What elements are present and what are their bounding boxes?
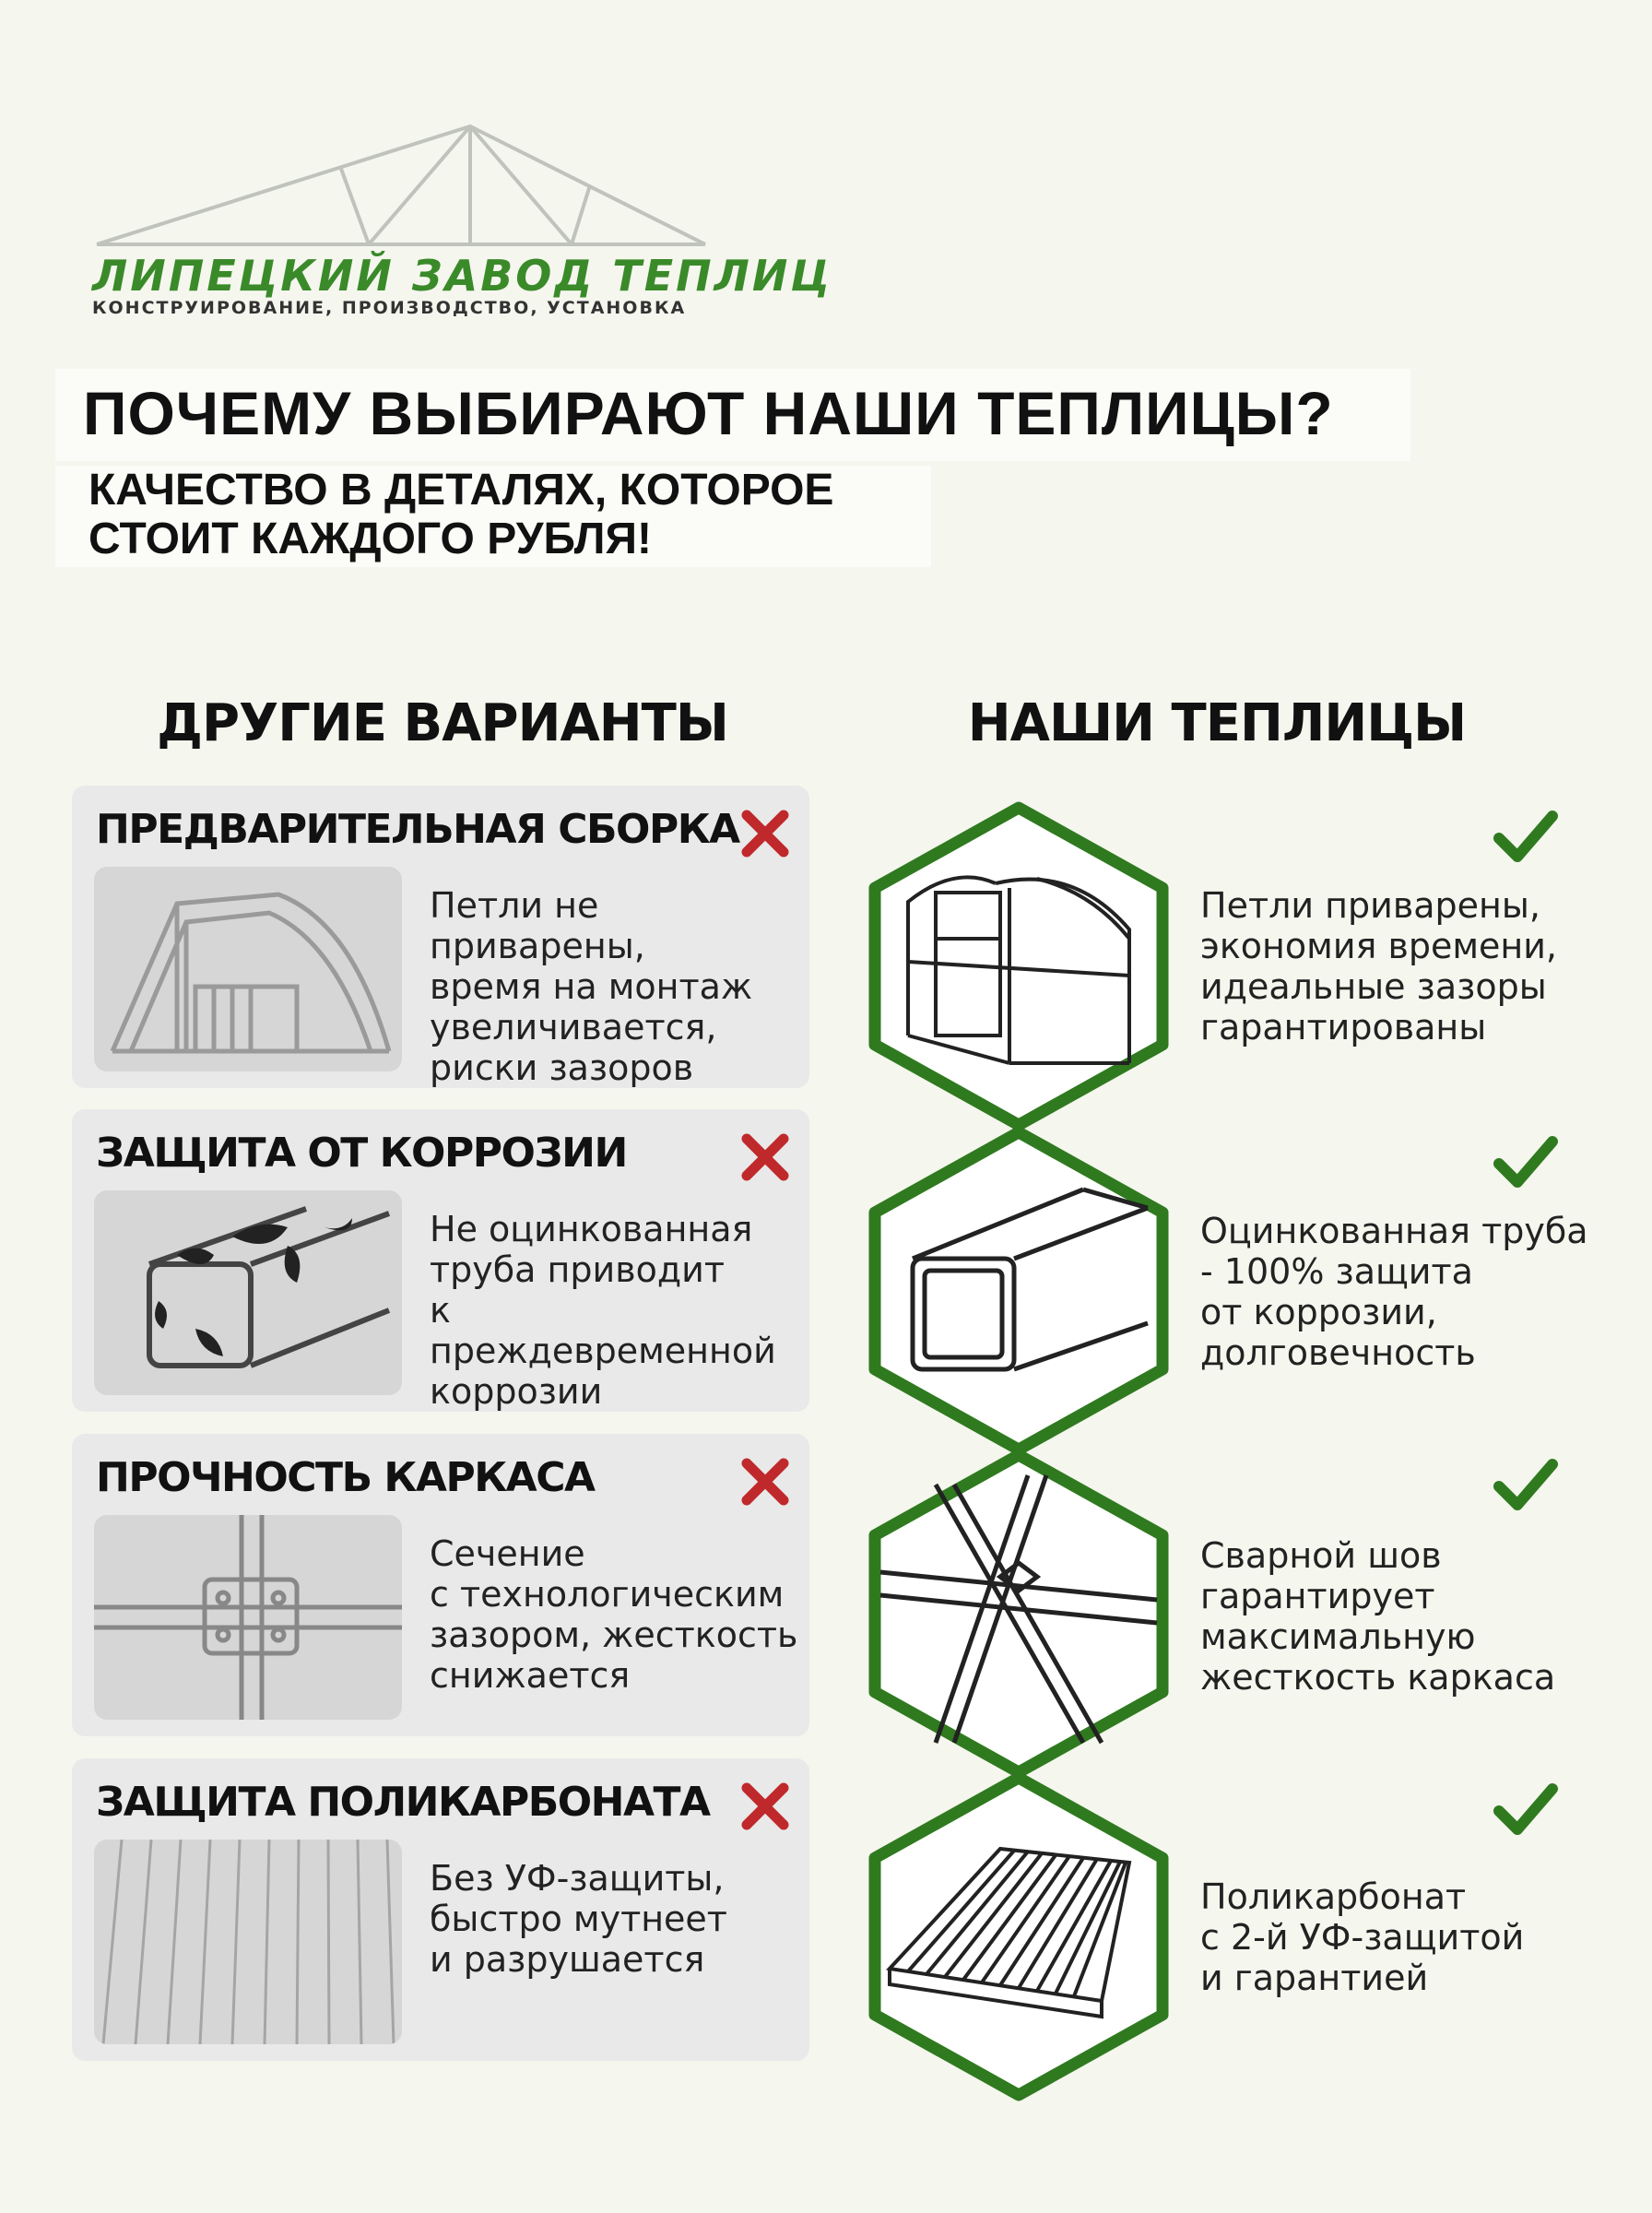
logo-name: ЛИПЕЦКИЙ ЗАВОД ТЕПЛИЦ	[92, 251, 833, 301]
hex-badge-weld	[862, 1448, 1175, 1780]
cross-icon	[738, 806, 793, 861]
polycarbonate-image	[94, 1840, 402, 2044]
card-description: Сечение с технологическим зазором, жесткость снижается	[430, 1533, 798, 1696]
column-header-ours: НАШИ ТЕПЛИЦЫ	[967, 693, 1467, 753]
logo-roof-icon	[92, 115, 719, 254]
card-description: Не оцинкованная труба приводит к преждевременной коррозии	[430, 1209, 776, 1412]
ours-description-weld: Сварной шов гарантирует максимальную жесткость каркаса	[1200, 1535, 1556, 1698]
check-icon	[1492, 1455, 1558, 1514]
card-title: ЗАЩИТА ОТ КОРРОЗИИ	[96, 1130, 627, 1177]
cross-icon	[738, 1130, 793, 1185]
subtitle-line-1: КАЧЕСТВО В ДЕТАЛЯХ, КОТОРОЕ	[88, 466, 834, 515]
cross-icon	[738, 1454, 793, 1509]
rusty-pipe-image	[94, 1190, 402, 1395]
check-icon	[1492, 807, 1558, 866]
card-description: Петли не приварены, время на монтаж увеличивается, риски зазоров	[430, 885, 753, 1088]
other-card-prefab-assembly	[72, 786, 809, 1088]
other-card-polycarbonate	[72, 1758, 809, 2061]
card-title: ПРОЧНОСТЬ КАРКАСА	[96, 1454, 595, 1501]
other-card-corrosion	[72, 1109, 809, 1412]
hex-badge-pipe	[862, 1125, 1175, 1457]
column-header-others: ДРУГИЕ ВАРИАНТЫ	[157, 693, 728, 753]
card-title: ЗАЩИТА ПОЛИКАРБОНАТА	[96, 1779, 710, 1826]
cross-icon	[738, 1779, 793, 1834]
subtitle-line-2: СТОИТ КАЖДОГО РУБЛЯ!	[88, 515, 652, 563]
ours-description-pipe: Оцинкованная труба - 100% защита от коррозии, долговечность	[1200, 1211, 1588, 1373]
crab-connector-image	[94, 1515, 402, 1720]
frame-assembly-image	[94, 867, 402, 1071]
ours-description-polycarbonate: Поликарбонат с 2-й УФ-защитой и гарантией	[1200, 1876, 1525, 1998]
other-card-frame-strength	[72, 1434, 809, 1736]
rusty-pipe-sketch-icon	[94, 1190, 402, 1395]
card-title: ПРЕДВАРИТЕЛЬНАЯ СБОРКА	[96, 806, 739, 853]
page-subtitle	[88, 466, 833, 563]
hex-badge-greenhouse	[862, 800, 1175, 1132]
check-icon	[1492, 1132, 1558, 1191]
logo-tagline: КОНСТРУИРОВАНИЕ, ПРОИЗВОДСТВО, УСТАНОВКА	[92, 298, 687, 318]
check-icon	[1492, 1780, 1558, 1839]
polycarbonate-lines-icon	[94, 1840, 402, 2044]
card-description: Без УФ-защиты, быстро мутнеет и разрушается	[430, 1858, 727, 1980]
ours-description-assembly: Петли приварены, экономия времени, идеальные зазоры гарантированы	[1200, 885, 1558, 1047]
crab-connector-sketch-icon	[94, 1515, 402, 1720]
hex-badge-polycarbonate	[862, 1770, 1175, 2102]
greenhouse-frame-sketch-icon	[94, 867, 402, 1071]
page-title: ПОЧЕМУ ВЫБИРАЮТ НАШИ ТЕПЛИЦЫ?	[83, 379, 1334, 447]
